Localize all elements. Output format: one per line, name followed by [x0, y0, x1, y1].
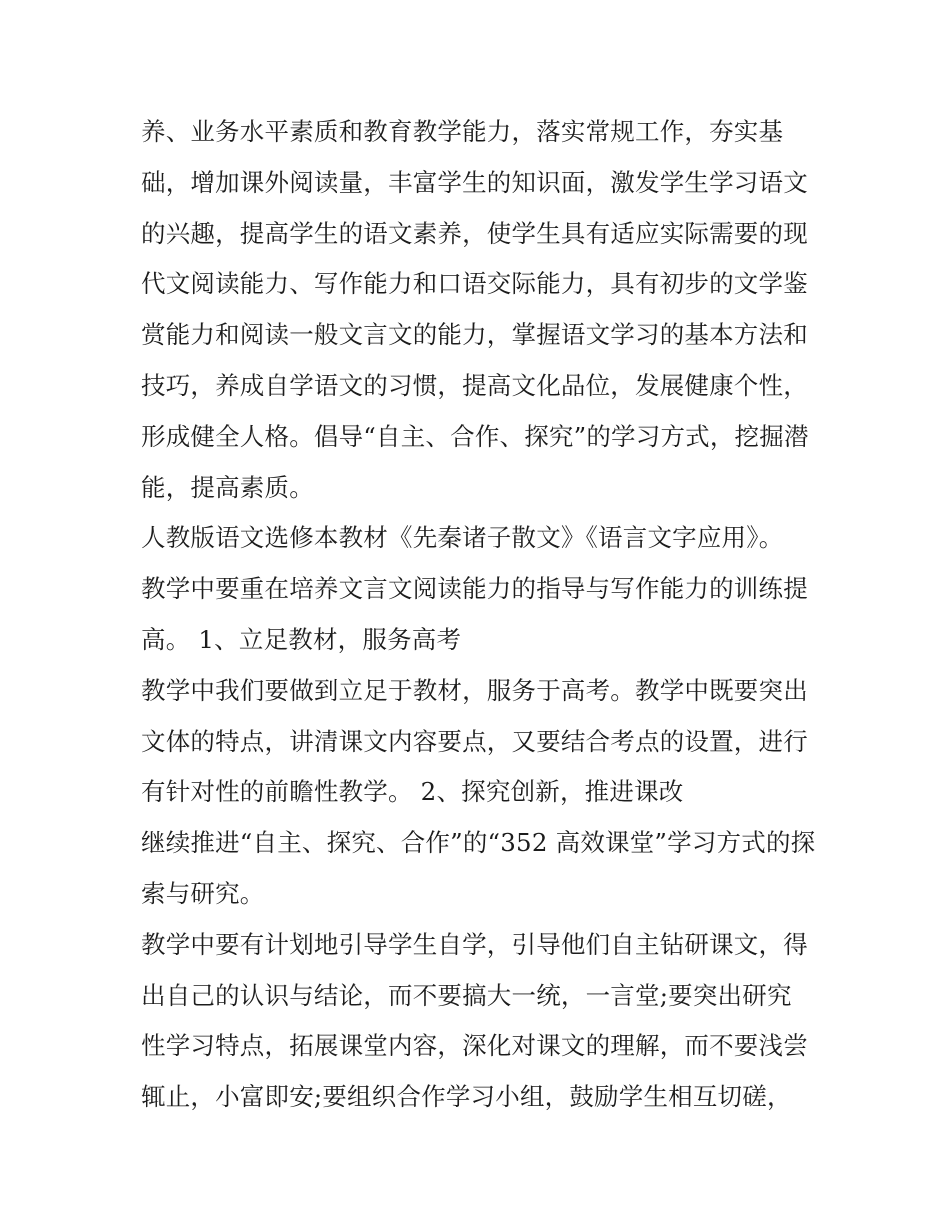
text-line: 继续推进“自主、探究、合作”的“352 高效课堂”学习方式的探 [141, 828, 816, 858]
text-line: 高。 1、立足教材，服务高考 [141, 624, 462, 654]
text-line: 能，提高素质。 [141, 472, 314, 502]
text-line: 教学中要有计划地引导学生自学，引导他们自主钻研课文，得 [141, 929, 808, 959]
text-line: 辄止，小富即安;要组织合作学习小组，鼓励学生相互切磋， [141, 1082, 792, 1112]
text-line: 代文阅读能力、写作能力和口语交际能力，具有初步的文学鉴 [141, 269, 808, 299]
text-line: 赏能力和阅读一般文言文的能力，掌握语文学习的基本方法和 [141, 320, 808, 350]
text-line: 教学中我们要做到立足于教材，服务于高考。教学中既要突出 [141, 675, 808, 705]
text-line: 出自己的认识与结论，而不要搞大一统，一言堂;要突出研究 [141, 980, 792, 1010]
text-line: 教学中要重在培养文言文阅读能力的指导与写作能力的训练提 [141, 574, 808, 604]
text-line: 的兴趣，提高学生的语文素养，使学生具有适应实际需要的现 [141, 218, 808, 248]
text-line: 础，增加课外阅读量，丰富学生的知识面，激发学生学习语文 [141, 167, 808, 197]
text-line: 索与研究。 [141, 878, 265, 908]
text-line: 人教版语文选修本教材《先秦诸子散文》《语言文字应用》。 [141, 523, 784, 553]
document-body [141, 107, 821, 1123]
text-line: 形成健全人格。倡导“自主、合作、探究”的学习方式，挖掘潜 [141, 421, 809, 451]
text-line: 文体的特点，讲清课文内容要点，又要结合考点的设置，进行 [141, 726, 808, 756]
text-line: 性学习特点，拓展课堂内容，深化对课文的理解，而不要浅尝 [141, 1031, 808, 1061]
text-line: 养、业务水平素质和教育教学能力，落实常规工作，夯实基 [141, 117, 784, 146]
text-line: 有针对性的前瞻性教学。 2、探究创新，推进课改 [141, 777, 684, 807]
text-line: 技巧，养成自学语文的习惯，提高文化品位，发展健康个性， [141, 370, 808, 400]
